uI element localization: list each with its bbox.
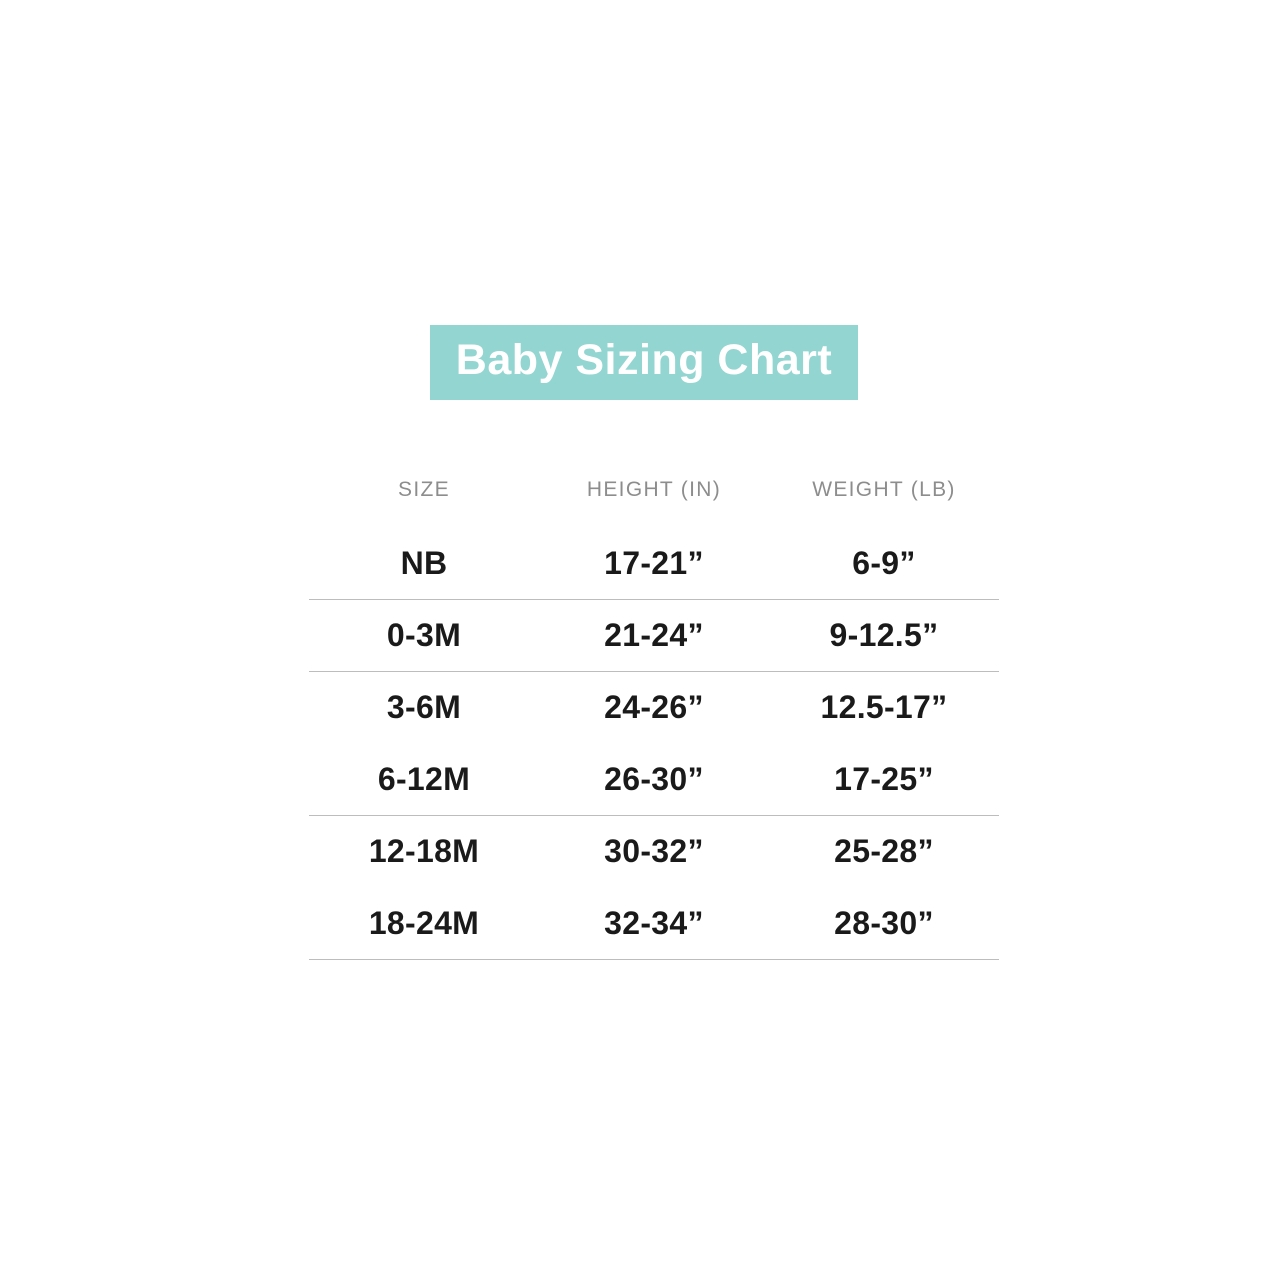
- cell-weight: 28-30”: [834, 905, 934, 941]
- table-header: [309, 478, 999, 528]
- table-row: [309, 744, 999, 816]
- table-row: [309, 600, 999, 672]
- table-row: [309, 672, 999, 744]
- cell-size: NB: [400, 545, 448, 581]
- cell-size: 18-24M: [368, 905, 480, 941]
- column-header-weight: WEIGHT (LB): [812, 478, 956, 501]
- cell-height: 17-21”: [604, 545, 704, 581]
- column-header-size: SIZE: [398, 478, 450, 501]
- table-row: [309, 528, 999, 600]
- chart-title-container: [0, 325, 1288, 400]
- table-header-row: [309, 478, 999, 528]
- sizing-table: [309, 478, 999, 960]
- cell-weight: 9-12.5”: [829, 617, 939, 653]
- cell-size: 12-18M: [368, 833, 480, 869]
- cell-weight: 6-9”: [852, 545, 916, 581]
- cell-height: 21-24”: [604, 617, 704, 653]
- cell-height: 24-26”: [604, 689, 704, 725]
- table-body: [309, 528, 999, 960]
- page-title: Baby Sizing Chart: [430, 325, 858, 400]
- column-header-height: HEIGHT (IN): [586, 478, 721, 501]
- cell-size: 3-6M: [386, 689, 462, 725]
- table-row: [309, 888, 999, 960]
- cell-size: 0-3M: [386, 617, 462, 653]
- cell-size: 6-12M: [377, 761, 471, 797]
- cell-weight: 12.5-17”: [820, 689, 948, 725]
- cell-height: 26-30”: [604, 761, 704, 797]
- cell-height: 30-32”: [604, 833, 704, 869]
- cell-height: 32-34”: [604, 905, 704, 941]
- table-row: [309, 816, 999, 888]
- cell-weight: 25-28”: [834, 833, 934, 869]
- sizing-table-container: [309, 478, 999, 960]
- cell-weight: 17-25”: [834, 761, 934, 797]
